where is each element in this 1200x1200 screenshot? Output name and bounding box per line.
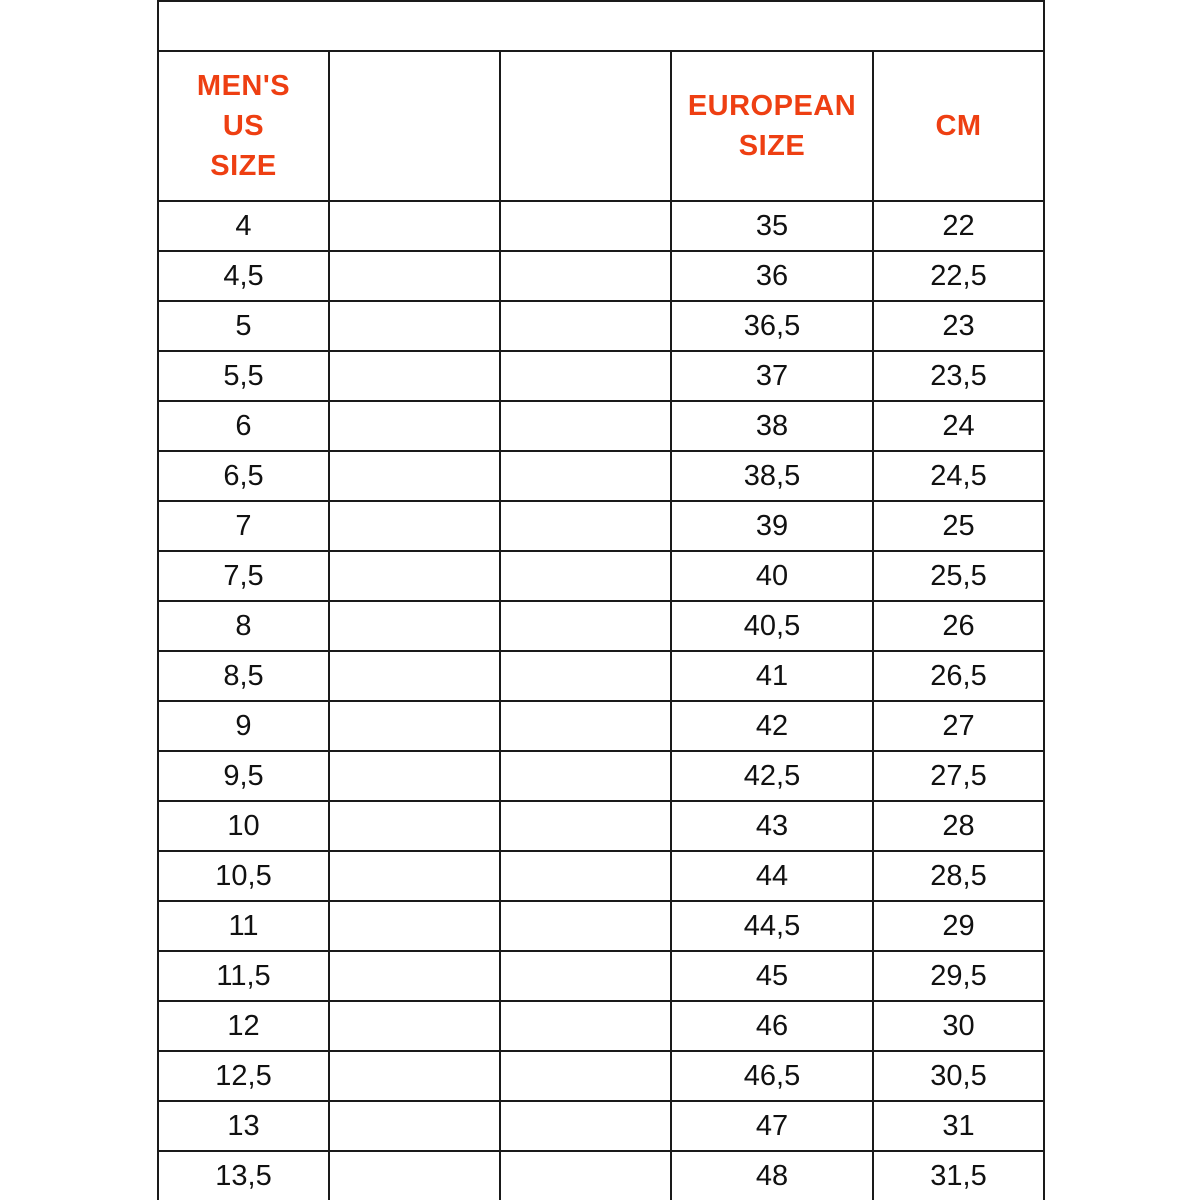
cell-european-size: 41: [671, 651, 873, 701]
cell-cm: 26: [873, 601, 1044, 651]
cell-empty-col3: [500, 301, 671, 351]
cell-empty-col2: [329, 301, 500, 351]
cell-us-size: 7: [158, 501, 329, 551]
cell-us-size: 5: [158, 301, 329, 351]
cell-empty-col2: [329, 801, 500, 851]
cell-cm: 24: [873, 401, 1044, 451]
header-row: [158, 51, 1044, 201]
table-row: [158, 1151, 1044, 1200]
cell-empty-col3: [500, 751, 671, 801]
cell-empty-col2: [329, 1101, 500, 1151]
header-european-size: [671, 51, 873, 201]
cell-empty-col2: [329, 351, 500, 401]
cell-cm: 23,5: [873, 351, 1044, 401]
table-row: [158, 701, 1044, 751]
table-row: [158, 551, 1044, 601]
cell-us-size: 13: [158, 1101, 329, 1151]
cell-empty-col3: [500, 1051, 671, 1101]
table-row: [158, 1101, 1044, 1151]
cell-empty-col3: [500, 251, 671, 301]
cell-empty-col2: [329, 701, 500, 751]
cell-empty-col2: [329, 501, 500, 551]
cell-empty-col2: [329, 751, 500, 801]
cell-empty-col3: [500, 201, 671, 251]
cell-empty-col2: [329, 951, 500, 1001]
cell-us-size: 11: [158, 901, 329, 951]
cell-us-size: 8: [158, 601, 329, 651]
cell-us-size: 9: [158, 701, 329, 751]
cell-european-size: 46,5: [671, 1051, 873, 1101]
cell-empty-col2: [329, 1151, 500, 1200]
table-row: [158, 251, 1044, 301]
header-us-size: [158, 51, 329, 201]
header-cm: CM: [873, 51, 1044, 201]
table-row: [158, 1051, 1044, 1101]
cell-empty-col2: [329, 1001, 500, 1051]
cell-empty-col2: [329, 1051, 500, 1101]
cell-cm: 28: [873, 801, 1044, 851]
cell-cm: 23: [873, 301, 1044, 351]
table-row: [158, 951, 1044, 1001]
cell-cm: 24,5: [873, 451, 1044, 501]
cell-cm: 25,5: [873, 551, 1044, 601]
cell-us-size: 4,5: [158, 251, 329, 301]
title-cell: [158, 1, 1044, 51]
cell-empty-col3: [500, 1001, 671, 1051]
table-row: [158, 751, 1044, 801]
cell-us-size: 10: [158, 801, 329, 851]
table-row: [158, 901, 1044, 951]
cell-european-size: 36: [671, 251, 873, 301]
cell-empty-col2: [329, 451, 500, 501]
cell-european-size: 48: [671, 1151, 873, 1200]
cell-us-size: 12,5: [158, 1051, 329, 1101]
cell-european-size: 47: [671, 1101, 873, 1151]
cell-empty-col2: [329, 651, 500, 701]
table-row: [158, 651, 1044, 701]
cell-us-size: 10,5: [158, 851, 329, 901]
table-row: [158, 601, 1044, 651]
cell-us-size: 9,5: [158, 751, 329, 801]
cell-empty-col3: [500, 1101, 671, 1151]
cell-european-size: 46: [671, 1001, 873, 1051]
table-row: [158, 1001, 1044, 1051]
cell-european-size: 44: [671, 851, 873, 901]
cell-us-size: 4: [158, 201, 329, 251]
cell-cm: 26,5: [873, 651, 1044, 701]
header-col3: [500, 51, 671, 201]
cell-empty-col3: [500, 551, 671, 601]
cell-cm: 27,5: [873, 751, 1044, 801]
table-row: [158, 401, 1044, 451]
cell-us-size: 5,5: [158, 351, 329, 401]
cell-european-size: 40: [671, 551, 873, 601]
table-row: [158, 451, 1044, 501]
cell-empty-col3: [500, 451, 671, 501]
cell-cm: 31,5: [873, 1151, 1044, 1200]
table-row: [158, 501, 1044, 551]
cell-cm: 29: [873, 901, 1044, 951]
table-row: [158, 801, 1044, 851]
table-row: [158, 301, 1044, 351]
cell-us-size: 6: [158, 401, 329, 451]
table-row: [158, 851, 1044, 901]
cell-empty-col3: [500, 801, 671, 851]
size-chart-table: [157, 0, 1045, 1200]
cell-european-size: 37: [671, 351, 873, 401]
cell-cm: 22,5: [873, 251, 1044, 301]
cell-empty-col2: [329, 551, 500, 601]
cell-empty-col3: [500, 401, 671, 451]
header-col2: [329, 51, 500, 201]
table-row: [158, 351, 1044, 401]
header-us-size-line-1: MEN'S: [196, 70, 291, 102]
cell-european-size: 42: [671, 701, 873, 751]
cell-european-size: 40,5: [671, 601, 873, 651]
cell-empty-col3: [500, 901, 671, 951]
cell-cm: 30: [873, 1001, 1044, 1051]
cell-empty-col3: [500, 501, 671, 551]
cell-european-size: 36,5: [671, 301, 873, 351]
cell-us-size: 12: [158, 1001, 329, 1051]
cell-us-size: 7,5: [158, 551, 329, 601]
cell-empty-col2: [329, 401, 500, 451]
cell-european-size: 45: [671, 951, 873, 1001]
cell-empty-col3: [500, 651, 671, 701]
title-row: [158, 1, 1044, 51]
cell-cm: 29,5: [873, 951, 1044, 1001]
cell-european-size: 44,5: [671, 901, 873, 951]
cell-empty-col3: [500, 351, 671, 401]
cell-empty-col2: [329, 251, 500, 301]
cell-us-size: 6,5: [158, 451, 329, 501]
cell-empty-col2: [329, 901, 500, 951]
cell-european-size: 38,5: [671, 451, 873, 501]
header-us-size-line-2: US: [222, 110, 265, 142]
cell-us-size: 8,5: [158, 651, 329, 701]
cell-us-size: 11,5: [158, 951, 329, 1001]
cell-empty-col2: [329, 851, 500, 901]
cell-european-size: 43: [671, 801, 873, 851]
header-european-size-line-1: EUROPEAN: [687, 90, 857, 122]
cell-cm: 30,5: [873, 1051, 1044, 1101]
table-row: [158, 201, 1044, 251]
cell-empty-col3: [500, 701, 671, 751]
cell-empty-col3: [500, 1151, 671, 1200]
cell-cm: 27: [873, 701, 1044, 751]
header-us-size-line-3: SIZE: [210, 150, 277, 182]
cell-empty-col2: [329, 601, 500, 651]
cell-european-size: 38: [671, 401, 873, 451]
header-european-size-line-2: SIZE: [738, 130, 806, 162]
cell-empty-col2: [329, 201, 500, 251]
cell-empty-col3: [500, 951, 671, 1001]
cell-empty-col3: [500, 851, 671, 901]
cell-cm: 25: [873, 501, 1044, 551]
cell-empty-col3: [500, 601, 671, 651]
cell-cm: 22: [873, 201, 1044, 251]
cell-european-size: 42,5: [671, 751, 873, 801]
cell-cm: 28,5: [873, 851, 1044, 901]
cell-us-size: 13,5: [158, 1151, 329, 1200]
cell-cm: 31: [873, 1101, 1044, 1151]
cell-european-size: 39: [671, 501, 873, 551]
cell-european-size: 35: [671, 201, 873, 251]
